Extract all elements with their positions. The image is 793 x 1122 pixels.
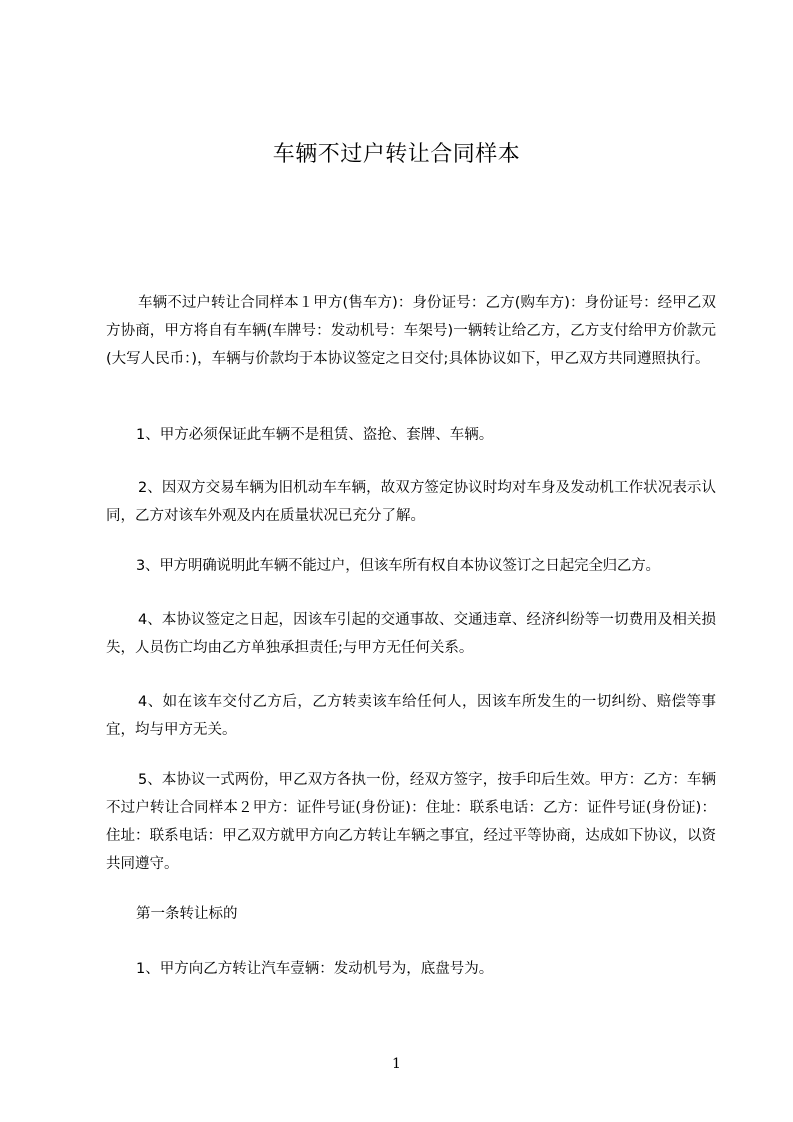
article-1-heading: 第一条转让标的 — [136, 906, 238, 922]
article-1-item-1: 1、甲方向乙方转让汽车壹辆：发动机号为，底盘号为。 — [136, 961, 494, 977]
clause-4a-paragraph: 4、本协议签定之日起，因该车引起的交通事故、交通违章、经济纠纷等一切费用及相关损失，人员伤亡均由乙方单独承担责任;与甲方无任何关系。 — [106, 612, 716, 656]
document-title: 车辆不过户转让合同样本 — [272, 142, 521, 167]
intro-paragraph: 车辆不过户转让合同样本１甲方(售车方)：身份证号：乙方(购车方)：身份证号：经甲乙双方协商，甲方将自有车辆(车牌号：发动机号：车架号)一辆转让给乙方，乙方支付给甲方价款元(大写人民币：)，车辆与价款均于本协议签定之日交付;具体协议如下，甲乙双方共同遵照执行。 — [106, 295, 716, 367]
clause-1-paragraph: 1、甲方必须保证此车辆不是租赁、盗抢、套牌、车辆。 — [136, 427, 494, 443]
clause-4b-paragraph: 4、如在该车交付乙方后，乙方转卖该车给任何人，因该车所发生的一切纠纷、赔偿等事宜，均与甲方无关。 — [106, 694, 716, 738]
page-number: 1 — [392, 1056, 401, 1072]
clause-5-paragraph: 5、本协议一式两份，甲乙双方各执一份，经双方签字，按手印后生效。甲方：乙方：车辆不过户转让合同样本２甲方：证件号证(身份证)：住址：联系电话：乙方：证件号证(身份证)：住址：联系电话：甲乙双方就甲方向乙方转让车辆之事宜，经过平等协商，达成如下协议，以资共同遵守。 — [106, 772, 716, 872]
clause-3-paragraph: 3、甲方明确说明此车辆不能过户，但该车所有权自本协议签订之日起完全归乙方。 — [136, 558, 660, 574]
clause-2-paragraph: 2、因双方交易车辆为旧机动车车辆，故双方签定协议时均对车身及发动机工作状况表示认同，乙方对该车外观及内在质量状况已充分了解。 — [106, 480, 716, 524]
